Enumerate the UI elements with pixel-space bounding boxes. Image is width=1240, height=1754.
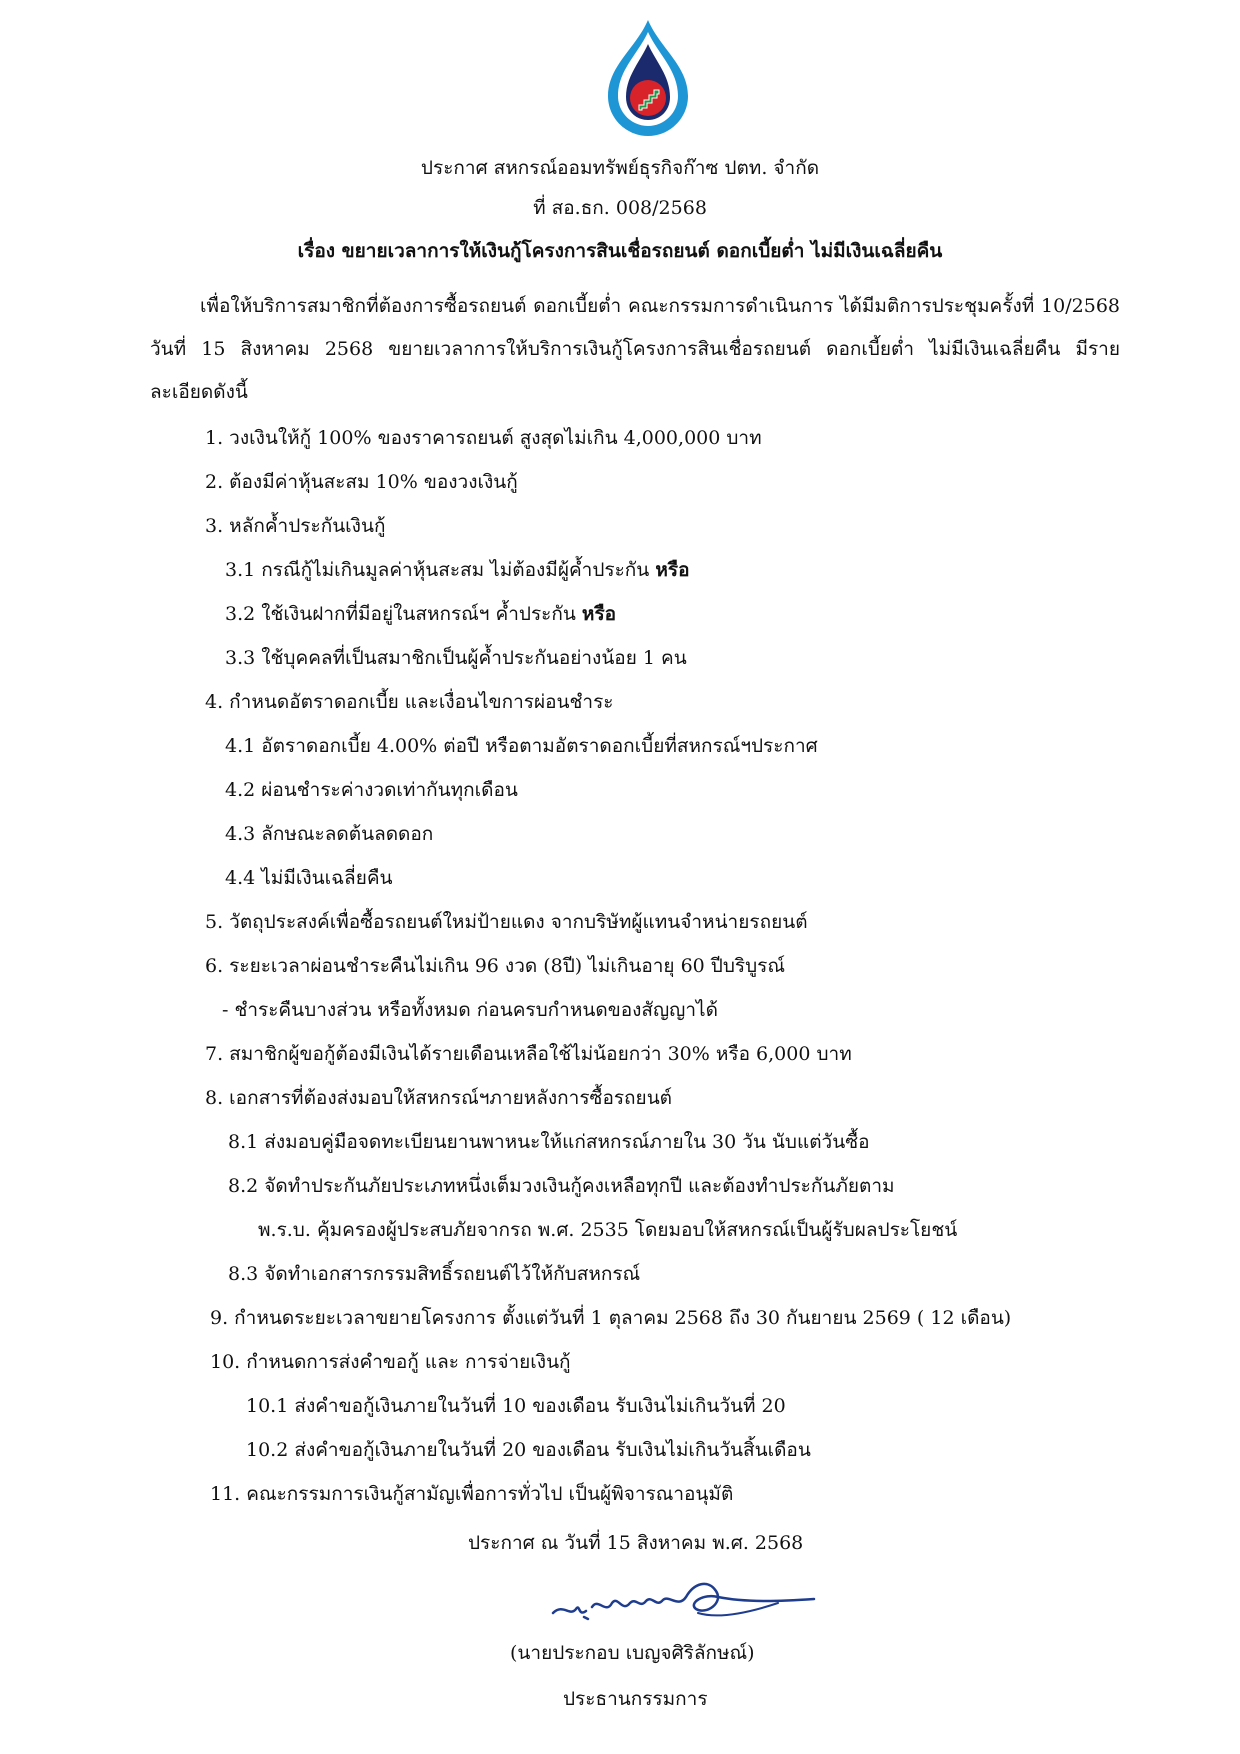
item-7: 7. สมาชิกผู้ขอกู้ต้องมีเงินได้รายเดือนเหลือใช้ไม่น้อยกว่า 30% หรือ 6,000 บาท [205,1043,852,1065]
item-3-1-text: 3.1 กรณีกู้ไม่เกินมูลค่าหุ้นสะสม ไม่ต้องมีผู้ค้ำประกัน [225,559,650,581]
item-6-note: - ชำระคืนบางส่วน หรือทั้งหมด ก่อนครบกำหนดของสัญญาได้ [222,999,718,1021]
item-4: 4. กำหนดอัตราดอกเบี้ย และเงื่อนไขการผ่อนชำระ [205,691,614,713]
item-3: 3. หลักค้ำประกันเงินกู้ [205,515,386,537]
item-9: 9. กำหนดระยะเวลาขยายโครงการ ตั้งแต่วันที่ 1 ตุลาคม 2568 ถึง 30 กันยายน 2569 ( 12 เดือน) [210,1307,1012,1329]
item-4-3: 4.3 ลักษณะลดต้นลดดอก [225,823,434,845]
org-announcement-line: ประกาศ สหกรณ์ออมทรัพย์ธุรกิจก๊าซ ปตท. จำกัด [420,157,820,179]
item-3-1-or: หรือ [655,559,690,581]
pttgas-cooperative-logo [588,18,708,138]
item-3-3: 3.3 ใช้บุคคลที่เป็นสมาชิกเป็นผู้ค้ำประกันอย่างน้อย 1 คน [225,647,687,669]
subject-line: เรื่อง ขยายเวลาการให้เงินกู้โครงการสินเชื่อรถยนต์ ดอกเบี้ยต่ำ ไม่มีเงินเฉลี่ยคืน [297,240,943,262]
reference-number: ที่ สอ.ธก. 008/2568 [533,197,707,219]
item-1: 1. วงเงินให้กู้ 100% ของราคารถยนต์ สูงสุดไม่เกิน 4,000,000 บาท [205,427,762,449]
item-3-2-or: หรือ [581,603,617,625]
item-8-3: 8.3 จัดทำเอกสารกรรมสิทธิ์รถยนต์ไว้ให้กับสหกรณ์ [228,1263,641,1285]
intro-paragraph: เพื่อให้บริการสมาชิกที่ต้องการซื้อรถยนต์ ดอกเบี้ยต่ำ คณะกรรมการดำเนินการ ได้มีมติการประชุมครั้งที่ 10/2568 วันที่ 15 สิงหาคม 2568 ขยายเวลาการให้บริการเงินกู้โครงการสินเชื่อรถยนต์ ดอกเบี้ยต่ำ ไม่มีเงินเฉลี่ยคืน มีรายละเอียดดังนี้ [150,295,1120,403]
item-8: 8. เอกสารที่ต้องส่งมอบให้สหกรณ์ฯภายหลังการซื้อรถยนต์ [205,1087,673,1109]
item-3-2 [225,601,616,627]
item-8-2: 8.2 จัดทำประกันภัยประเภทหนึ่งเต็มวงเงินกู้คงเหลือทุกปี และต้องทำประกันภัยตาม [228,1175,895,1197]
item-10: 10. กำหนดการส่งคำขอกู้ และ การจ่ายเงินกู้ [210,1351,571,1373]
signer-name: (นายประกอบ เบญจศิริลักษณ์) [510,1642,755,1664]
item-2: 2. ต้องมีค่าหุ้นสะสม 10% ของวงเงินกู้ [205,471,518,493]
item-4-1: 4.1 อัตราดอกเบี้ย 4.00% ต่อปี หรือตามอัตราดอกเบี้ยที่สหกรณ์ฯประกาศ [225,735,818,757]
item-10-2: 10.2 ส่งคำขอกู้เงินภายในวันที่ 20 ของเดือน รับเงินไม่เกินวันสิ้นเดือน [246,1439,811,1461]
signer-title: ประธานกรรมการ [563,1688,708,1710]
item-8-1: 8.1 ส่งมอบคู่มือจดทะเบียนยานพาหนะให้แก่สหกรณ์ภายใน 30 วัน นับแต่วันซื้อ [228,1131,870,1153]
handwritten-signature [548,1573,818,1629]
announcement-date: ประกาศ ณ วันที่ 15 สิงหาคม พ.ศ. 2568 [468,1532,804,1554]
item-4-4: 4.4 ไม่มีเงินเฉลี่ยคืน [225,867,393,889]
item-3-1 [225,557,689,583]
item-4-2: 4.2 ผ่อนชำระค่างวดเท่ากันทุกเดือน [225,779,518,801]
item-10-1: 10.1 ส่งคำขอกู้เงินภายในวันที่ 10 ของเดือน รับเงินไม่เกินวันที่ 20 [246,1395,786,1417]
item-11: 11. คณะกรรมการเงินกู้สามัญเพื่อการทั่วไป เป็นผู้พิจารณาอนุมัติ [210,1483,734,1505]
item-3-2-text: 3.2 ใช้เงินฝากที่มีอยู่ในสหกรณ์ฯ ค้ำประกัน [225,603,576,625]
item-6: 6. ระยะเวลาผ่อนชำระคืนไม่เกิน 96 งวด (8ปี) ไม่เกินอายุ 60 ปีบริบูรณ์ [205,955,786,977]
item-8-2-continued: พ.ร.บ. คุ้มครองผู้ประสบภัยจากรถ พ.ศ. 2535 โดยมอบให้สหกรณ์เป็นผู้รับผลประโยชน์ [258,1219,958,1241]
item-5: 5. วัตถุประสงค์เพื่อซื้อรถยนต์ใหม่ป้ายแดง จากบริษัทผู้แทนจำหน่ายรถยนต์ [205,911,808,933]
